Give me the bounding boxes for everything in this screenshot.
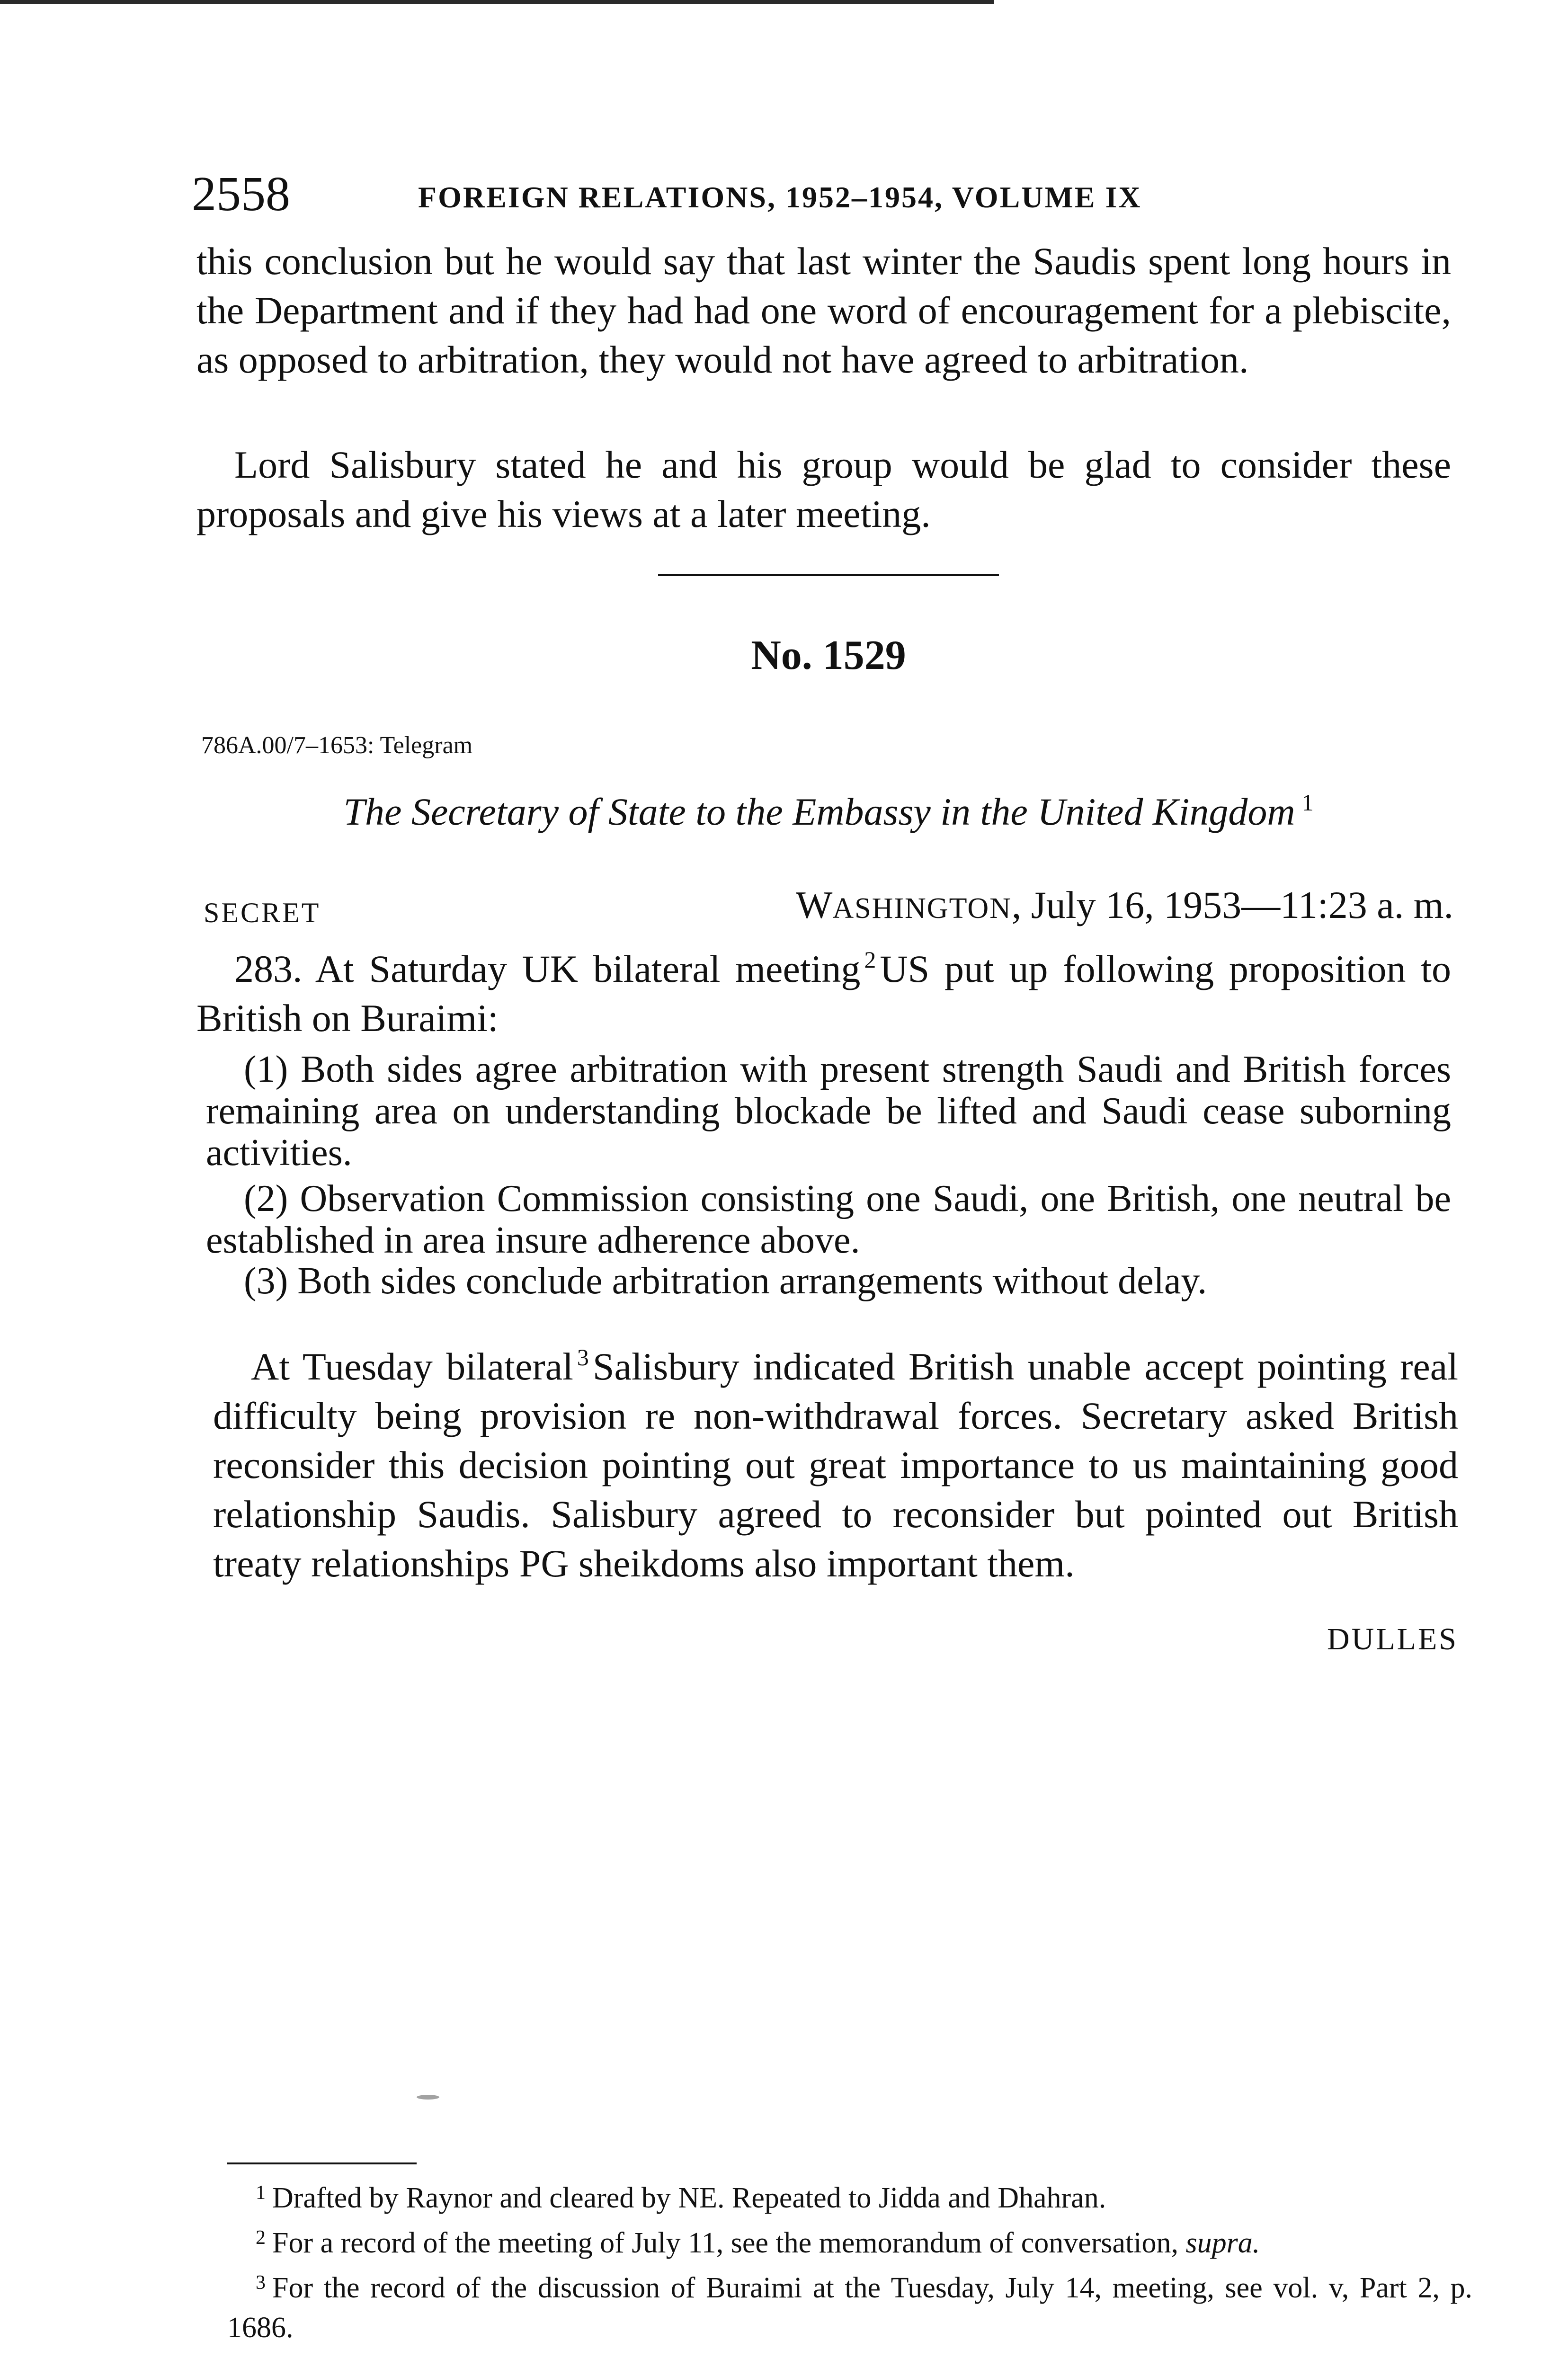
footnote-text-1: Drafted by Raynor and cleared by NE. Repeated to Jidda and Dhahran. [272,2182,1106,2214]
scan-speck [417,2095,439,2100]
document-number: No. 1529 [751,632,906,678]
page-number: 2558 [192,167,290,221]
document-title-text: The Secretary of State to the Embassy in the United Kingdom [343,790,1295,833]
classification-label: SECRET [204,897,321,928]
footnote-2 [227,2218,1472,2263]
section-divider [658,574,999,576]
footnote-text-2-italic: supra. [1185,2227,1260,2259]
footnote-marker-1: 1 [256,2182,266,2204]
footnote-text-3: For the record of the discussion of Buraimi at the Tuesday, July 14, meeting, see vol. v, Part 2, p. 1686. [227,2272,1472,2344]
footnote-1 [227,2173,1472,2218]
tuesday-before: At Tuesday bilateral [251,1345,573,1388]
continuation-paragraph: this conclusion but he would say that last winter the Saudis spent long hours in the Department and if they had had one word of encouragement for a plebiscite, as opposed to arbitration, they would not have agreed to arbitration. [196,240,1451,381]
paragraph-283-after: US put up following proposition to British on Buraimi: [196,947,1452,1040]
footnote-marker-2: 2 [256,2227,266,2249]
footnote-rule [227,2162,417,2164]
page-header [192,166,1461,232]
proposition-item-3: (3) Both sides conclude arbitration arrangements without delay. [244,1260,1207,1302]
source-note: 786A.00/7–1653: Telegram [201,732,473,759]
paragraph-283-before: 283. At Saturday UK bilateral meeting [234,947,861,990]
salisbury-paragraph: Lord Salisbury stated he and his group would be glad to consider these proposals and give his views at a later meeting. [196,443,1451,535]
signature: DULLES [1327,1622,1458,1656]
footnote-text-2: For a record of the meeting of July 11, see the memorandum of conversation, [272,2227,1178,2259]
tuesday-paragraph [213,1333,1458,1588]
running-title: FOREIGN RELATIONS, 1952–1954, VOLUME IX [418,180,1142,214]
paragraph-283 [196,935,1451,1043]
footnote-ref-3: 3 [577,1344,589,1370]
tuesday-after: Salisbury indicated British unable accept pointing real difficulty being provision re non-withdrawal forces. Secretary asked British reconsider this decision pointing out great importance to us maintaining good relationship Saudis. Salisbury agreed to reconsider but pointed out British treaty relationships PG sheikdoms also important them. [213,1345,1458,1585]
footnotes [227,2173,1472,2348]
dateline-city-rest: ASHINGTON [832,892,1012,925]
proposition-item-2: (2) Observation Commission consisting one Saudi, one British, one neutral be established in area insure adherence above. [206,1178,1451,1261]
footnote-3 [227,2263,1472,2348]
document-title [189,776,1468,838]
footnote-marker-3: 3 [256,2272,266,2294]
dateline [710,881,1453,933]
footnote-ref-2: 2 [864,946,876,973]
proposition-item-1: (1) Both sides agree arbitration with present strength Saudi and British forces remaining area on understanding blockade be lifted and Saudi cease suborning activities. [206,1049,1451,1174]
footnote-ref-1: 1 [1301,789,1314,816]
dateline-city-initial: W [795,883,833,926]
dateline-date: , July 16, 1953—11:23 a. m. [1011,883,1453,926]
